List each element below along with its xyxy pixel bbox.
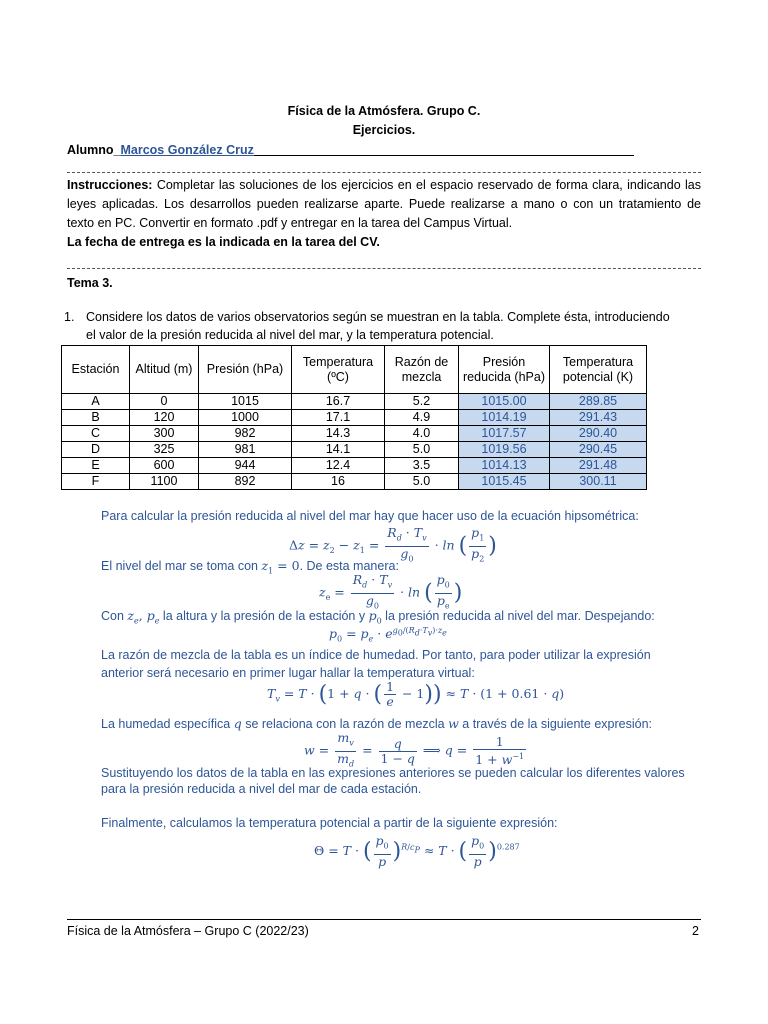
table-row bbox=[62, 426, 647, 442]
student-underline bbox=[254, 155, 634, 156]
deadline-note: La fecha de entrega es la indicada en la tarea del CV. bbox=[67, 235, 380, 249]
table-cell: 1019.56 bbox=[459, 442, 550, 458]
table-cell: 290.45 bbox=[550, 442, 647, 458]
footer-course: Física de la Atmósfera – Grupo C (2022/23) bbox=[67, 924, 309, 938]
solution-paragraph-2: El nivel del mar se toma con $z_1 = 0$. De esta manera: bbox=[101, 558, 399, 576]
table-header-row bbox=[62, 346, 647, 394]
table-cell: 1100 bbox=[130, 474, 199, 490]
table-cell: 1014.13 bbox=[459, 458, 550, 474]
table-cell: 1014.19 bbox=[459, 410, 550, 426]
solution-p3-text-b: la altura y la presión de la estación y bbox=[159, 609, 369, 623]
table-cell: 120 bbox=[130, 410, 199, 426]
solution-paragraph-9: Finalmente, calculamos la temperatura potencial a partir de la siguiente expresión: bbox=[101, 816, 558, 830]
solution-p2-text-b: . De esta manera: bbox=[299, 559, 399, 573]
student-label: Alumno_ bbox=[67, 143, 121, 157]
header-reduced-pressure: Presión reducida (hPa) bbox=[459, 346, 550, 394]
footer-rule bbox=[67, 919, 701, 920]
table-cell: 291.48 bbox=[550, 458, 647, 474]
question-line-2: el valor de la presión reducida al nivel del mar, y la temperatura potencial. bbox=[86, 328, 494, 342]
table-cell: 16.7 bbox=[292, 394, 385, 410]
document-subtitle: Ejercicios. bbox=[352, 123, 416, 137]
table-cell: 12.4 bbox=[292, 458, 385, 474]
header-station: Estación bbox=[62, 346, 130, 394]
table-cell: C bbox=[62, 426, 130, 442]
table-cell: 17.1 bbox=[292, 410, 385, 426]
solution-paragraph-6: La humedad específica q se relaciona con la razón de mezcla w a través de la siguiente expresión: bbox=[101, 716, 652, 731]
table-cell: 982 bbox=[199, 426, 292, 442]
table-cell: 14.3 bbox=[292, 426, 385, 442]
table-cell: 981 bbox=[199, 442, 292, 458]
table-cell: 1015 bbox=[199, 394, 292, 410]
solution-paragraph-7: Sustituyendo los datos de la tabla en las expresiones anteriores se pueden calcular los diferentes valores bbox=[101, 766, 685, 780]
table-cell: E bbox=[62, 458, 130, 474]
document-title: Física de la Atmósfera. Grupo C. bbox=[287, 104, 481, 118]
table-row bbox=[62, 410, 647, 426]
table-cell: F bbox=[62, 474, 130, 490]
instructions-line-1 bbox=[67, 178, 701, 192]
equation-specific-humidity: w = $\frac{m_v}{m_d}$ = $\frac{q}{1 - q}$ ⟹ q = $\frac{1}{1 + w^{-1}}$ bbox=[304, 730, 525, 768]
question-line-1: Considere los datos de varios observatorios según se muestran en la tabla. Complete ésta, introduciendo bbox=[86, 310, 670, 324]
table-cell: 1000 bbox=[199, 410, 292, 426]
table-row bbox=[62, 442, 647, 458]
solution-paragraph-8: para la presión reducida a nivel del mar de cada estación. bbox=[101, 782, 422, 796]
table-cell: 300.11 bbox=[550, 474, 647, 490]
table-cell: 291.43 bbox=[550, 410, 647, 426]
page-number: 2 bbox=[692, 924, 699, 938]
equation-reduced-pressure: $p_0 = p_e \cdot e^{g_0/(R_d\cdot T_v)\cdot z_e}$ bbox=[329, 626, 447, 644]
exponent-0287: 0.287 bbox=[496, 842, 520, 852]
table-cell: 300 bbox=[130, 426, 199, 442]
table-cell: 289.85 bbox=[550, 394, 647, 410]
table-cell: A bbox=[62, 394, 130, 410]
question-number: 1. bbox=[64, 310, 75, 324]
instructions-line-3: texto en PC. Convertir en formato .pdf y entregar en la tarea del Campus Virtual. bbox=[67, 216, 513, 230]
solution-paragraph-4: La razón de mezcla de la tabla es un índice de humedad. Por tanto, para poder utilizar la expresión bbox=[101, 648, 651, 662]
table-cell: 4.0 bbox=[385, 426, 459, 442]
observatory-table bbox=[61, 345, 647, 490]
table-row bbox=[62, 458, 647, 474]
solution-paragraph-5: anterior será necesario en primer lugar hallar la temperatura virtual: bbox=[101, 666, 475, 680]
header-altitude: Altitud (m) bbox=[130, 346, 199, 394]
table-cell: 4.9 bbox=[385, 410, 459, 426]
table-cell: 14.1 bbox=[292, 442, 385, 458]
instructions-line-2: leyes aplicadas. Los desarrollos pueden realizarse aparte. Puede realizarse a mano o con un tratamiento de bbox=[67, 197, 701, 211]
table-cell: B bbox=[62, 410, 130, 426]
table-row bbox=[62, 394, 647, 410]
header-pressure: Presión (hPa) bbox=[199, 346, 292, 394]
table-cell: 290.40 bbox=[550, 426, 647, 442]
solution-p2-text-a: El nivel del mar se toma con bbox=[101, 559, 262, 573]
student-name: Marcos González Cruz bbox=[120, 143, 254, 157]
table-cell: 3.5 bbox=[385, 458, 459, 474]
table-cell: 0 bbox=[130, 394, 199, 410]
table-row bbox=[62, 474, 647, 490]
table-cell: 944 bbox=[199, 458, 292, 474]
equation-hypsometric: $\Delta z = z_2 - z_1$ = $\frac{R_d \cdot T_v}{g_0}$ · ln ( $\frac{p_1}{p_2}$ ) bbox=[289, 525, 497, 563]
table-cell: 1015.00 bbox=[459, 394, 550, 410]
solution-p3-text-c: la presión reducida al nivel del mar. Despejando: bbox=[381, 609, 655, 623]
solution-p6-text-b: se relaciona con la razón de mezcla bbox=[241, 717, 449, 731]
header-potential-temperature: Temperatura potencial (K) bbox=[550, 346, 647, 394]
solution-paragraph-3: Con $z_e$, $p_e$ la altura y la presión de la estación y $p_0$ la presión reducida al nivel del mar. Despejando: bbox=[101, 608, 655, 626]
table-cell: 16 bbox=[292, 474, 385, 490]
table-cell: 5.0 bbox=[385, 474, 459, 490]
solution-p6-text-a: La humedad específica bbox=[101, 717, 234, 731]
table-cell: 5.2 bbox=[385, 394, 459, 410]
table-cell: 1015.45 bbox=[459, 474, 550, 490]
separator-top bbox=[67, 172, 701, 173]
topic-heading: Tema 3. bbox=[67, 276, 113, 290]
table-cell: 892 bbox=[199, 474, 292, 490]
instructions-text-1: Completar las soluciones de los ejercicios en el espacio reservado de forma clara, indicando las bbox=[156, 178, 701, 192]
equation-potential-temperature: Θ = T · ( $\frac{p_0}{p}$ )$^{R/c_P}$ ≈ T · ( $\frac{p_0}{p}$ )$^{0.287}$ bbox=[314, 833, 520, 869]
equation-virtual-temperature: $T_v = T \cdot (1 + q$ · ( $\frac{1}{e}$ − 1)) ≈ T · (1 + 0.61 · q) bbox=[267, 679, 565, 709]
header-mixing-ratio: Razón de mezcla bbox=[385, 346, 459, 394]
table-cell: 1017.57 bbox=[459, 426, 550, 442]
constant-061: 0.61 bbox=[511, 686, 540, 701]
header-temperature: Temperatura (ºC) bbox=[292, 346, 385, 394]
separator-bottom bbox=[67, 268, 701, 269]
instructions-label: Instrucciones: bbox=[67, 178, 153, 192]
solution-p3-text-a: Con bbox=[101, 609, 128, 623]
table-cell: 325 bbox=[130, 442, 199, 458]
equation-station-height: $z_e$ = $\frac{R_d \cdot T_v}{g_0}$ · ln ( $\frac{p_0}{p_e}$ ) bbox=[319, 572, 463, 610]
student-line bbox=[67, 143, 634, 157]
solution-p6-text-c: a través de la siguiente expresión: bbox=[458, 717, 652, 731]
table-cell: 600 bbox=[130, 458, 199, 474]
table-cell: D bbox=[62, 442, 130, 458]
table-cell: 5.0 bbox=[385, 442, 459, 458]
solution-paragraph-1: Para calcular la presión reducida al nivel del mar hay que hacer uso de la ecuación hipsométrica: bbox=[101, 509, 639, 523]
